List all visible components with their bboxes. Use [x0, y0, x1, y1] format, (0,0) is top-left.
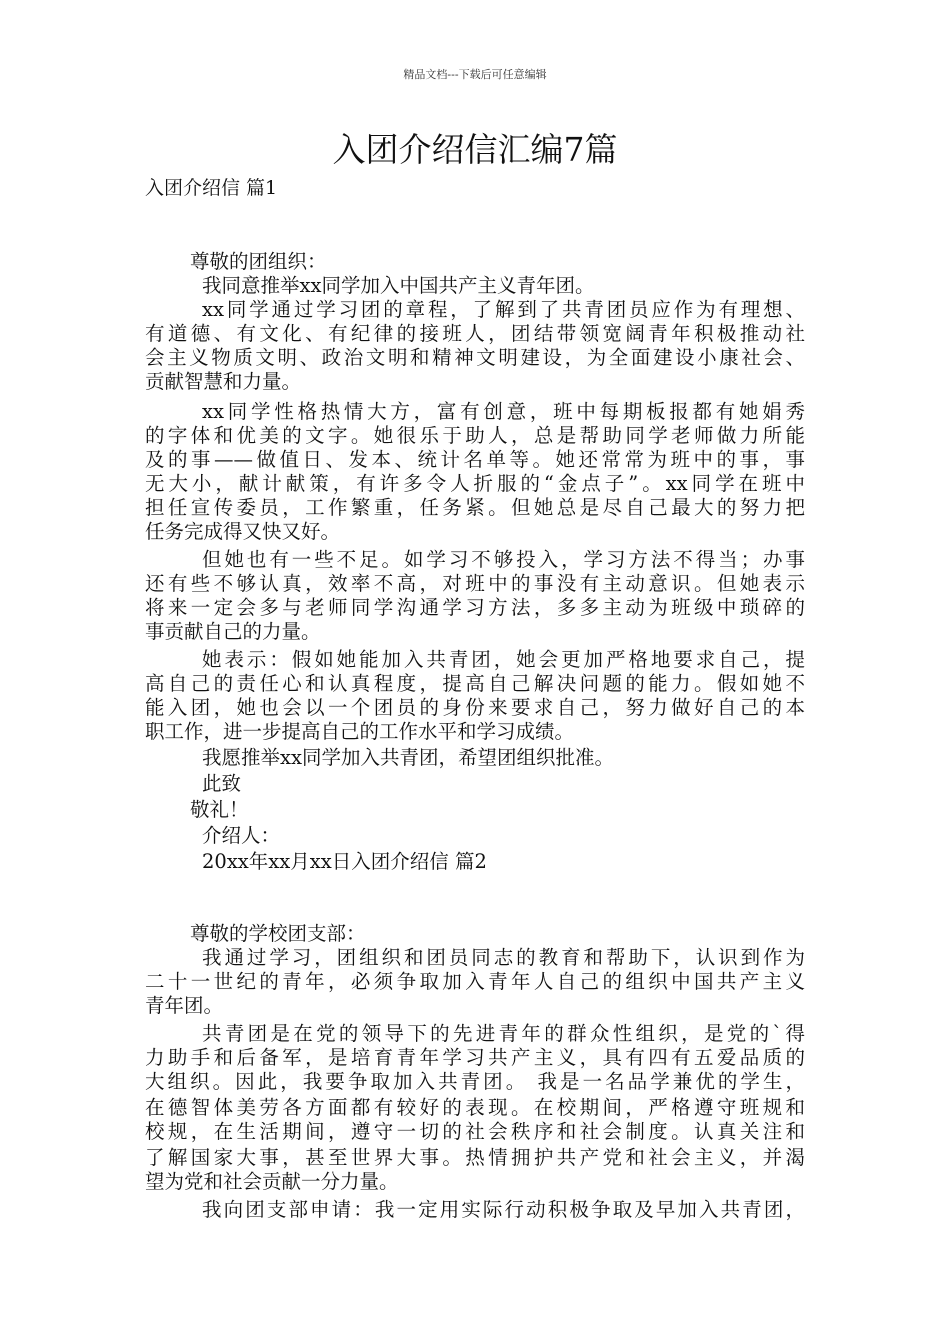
paragraph-line: 力助手和后备军，是培育青年学习共产主义，具有四有五爱品质的 [145, 1046, 805, 1069]
document-title: 入团介绍信汇编7篇 [332, 130, 618, 169]
paragraph-line: 事贡献自己的力量。 [145, 620, 321, 643]
paragraph-line: 职工作，进一步提高自己的工作水平和学习成绩。 [145, 720, 575, 743]
paragraph-line: 贡献智慧和力量。 [145, 370, 302, 393]
salutation: 尊敬的团组织： [190, 250, 327, 273]
closing-line: 此致 [202, 772, 242, 795]
introducer-label: 介绍人： [202, 824, 281, 847]
closing-regards: 敬礼！ [190, 798, 249, 821]
paragraph-line: 无大小，献计献策，有许多令人折服的“金点子”。xx同学在班中 [145, 472, 805, 495]
paragraph-line: 我同意推举xx同学加入中国共产主义青年团。 [202, 274, 595, 297]
date-and-next-heading: 20xx年xx月xx日入团介绍信 篇2 [202, 850, 487, 873]
section-heading: 入团介绍信 篇1 [145, 177, 278, 199]
paragraph-line: 校规，在生活期间，遵守一切的社会秩序和社会制度。认真关注和 [145, 1120, 805, 1143]
paragraph-line: 还有些不够认真，效率不高，对班中的事没有主动意识。但她表示 [145, 572, 805, 595]
paragraph-line: 我向团支部申请：我一定用实际行动积极争取及早加入共青团， [202, 1198, 805, 1221]
paragraph-line: 在德智体美劳各方面都有较好的表现。在校期间，严格遵守班规和 [145, 1096, 805, 1119]
paragraph-line: 我通过学习，团组织和团员同志的教育和帮助下，认识到作为 [202, 946, 805, 969]
paragraph-line: 任务完成得又快又好。 [145, 520, 341, 543]
paragraph-line: 高自己的责任心和认真程度，提高自己解决问题的能力。假如她不 [145, 672, 805, 695]
paragraph-line: 望为党和社会贡献一分力量。 [145, 1170, 399, 1193]
salutation: 尊敬的学校团支部： [190, 922, 366, 945]
paragraph-line: 能入团，她也会以一个团员的身份来要求自己，努力做好自己的本 [145, 696, 805, 719]
paragraph-line: 二十一世纪的青年，必须争取加入青年人自己的组织中国共产主义 [145, 970, 805, 993]
paragraph-line: xx同学性格热情大方，富有创意，班中每期板报都有她娟秀 [202, 400, 805, 423]
paragraph-line: 我愿推举xx同学加入共青团，希望团组织批准。 [202, 746, 614, 769]
paragraph-line: 了解国家大事，甚至世界大事。热情拥护共产党和社会主义，并渴 [145, 1146, 805, 1169]
paragraph-line: 会主义物质文明、政治文明和精神文明建设，为全面建设小康社会、 [145, 346, 805, 369]
paragraph-line: 她表示：假如她能加入共青团，她会更加严格地要求自己，提 [202, 648, 805, 671]
paragraph-line: 共青团是在党的领导下的先进青年的群众性组织，是党的`得 [202, 1022, 805, 1045]
paragraph-line: xx同学通过学习团的章程，了解到了共青团员应作为有理想、 [202, 298, 805, 321]
paragraph-line: 担任宣传委员，工作繁重，任务紧。但她总是尽自己最大的努力把 [145, 496, 805, 519]
paragraph-line: 将来一定会多与老师同学沟通学习方法，多多主动为班级中琐碎的 [145, 596, 805, 619]
paragraph-line: 及的事——做值日、发本、统计名单等。她还常常为班中的事，事 [145, 448, 805, 471]
paragraph-line: 大组织。因此，我要争取加入共青团。 我是一名品学兼优的学生， [145, 1070, 805, 1093]
paragraph-line: 但她也有一些不足。如学习不够投入，学习方法不得当；办事 [202, 548, 805, 571]
header-note: 精品文档---下载后可任意编辑 [403, 68, 547, 81]
paragraph-line: 有道德、有文化、有纪律的接班人，团结带领宽阔青年积极推动社 [145, 322, 805, 345]
paragraph-line: 青年团。 [145, 994, 224, 1017]
paragraph-line: 的字体和优美的文字。她很乐于助人，总是帮助同学老师做力所能 [145, 424, 805, 447]
